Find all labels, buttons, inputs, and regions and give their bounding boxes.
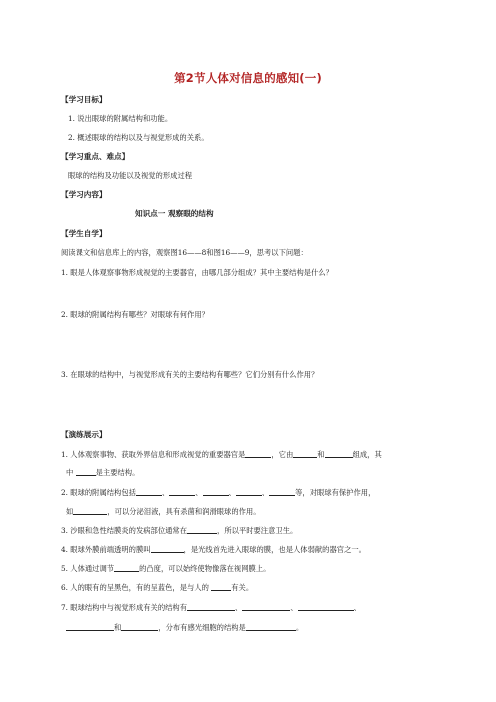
answer-blank[interactable]	[187, 525, 217, 534]
exercise-2: 2. 眼球的附属结构包括 、 、 、 、 等，对眼球有保护作用，	[61, 488, 376, 497]
content-heading: 【学习内容】	[61, 190, 107, 199]
question-2: 2. 眼球的附属结构有哪些？对眼球有何作用？	[61, 310, 209, 319]
question-3: 3. 在眼球的结构中，与视觉形成有关的主要结构有哪些？它们分别有什么作用？	[61, 370, 319, 379]
answer-blank[interactable]	[151, 544, 184, 553]
answer-blank[interactable]	[246, 622, 296, 631]
answer-blank[interactable]	[325, 449, 353, 458]
answer-blank[interactable]	[269, 487, 295, 496]
answer-blank[interactable]	[136, 487, 162, 496]
answer-blank[interactable]	[187, 602, 235, 611]
answer-blank[interactable]	[169, 487, 195, 496]
exercise-7: 7. 眼球结构中与视觉形成有关的结构有 、 、 、	[61, 603, 361, 612]
answer-blank[interactable]	[203, 487, 229, 496]
exercise-4: 4. 眼球外膜前端透明的膜叫 ，是光线首先进入眼球的膜，也是人体弱献的器官之一。	[61, 545, 366, 554]
answer-blank[interactable]	[121, 622, 158, 631]
exercise-1: 1. 人体观察事物、获取外界信息和形成视觉的重要器官是 ，它由 和 组成，其	[61, 450, 382, 459]
key-heading: 【学习重点、难点】	[61, 152, 130, 161]
answer-blank[interactable]	[242, 602, 290, 611]
goal-item-1: 1. 说出眼球的附属结构和功能。	[68, 114, 173, 123]
selfstudy-intro: 阅读课文和信息库上的内容，观察图16——8和图16——9，思考以下问题：	[61, 248, 308, 257]
exercise-6: 6. 人的眼有的呈黑色，有的呈蓝色，是与人的 有关。	[61, 583, 254, 592]
page-title: 第2节人体对信息的感知(一)	[174, 71, 322, 85]
answer-blank[interactable]	[66, 622, 114, 631]
answer-blank[interactable]	[114, 563, 139, 572]
answer-blank[interactable]	[245, 449, 271, 458]
answer-blank[interactable]	[298, 602, 354, 611]
answer-blank[interactable]	[293, 449, 317, 458]
exercise-2-cont: 如 ，可以分泌泪液，具有杀菌和润滑眼球的作用。	[66, 507, 261, 516]
exercise-5: 5. 人体通过调节 的凸度，可以始终使物像落在视网膜上。	[61, 564, 271, 573]
question-1: 1. 眼是人体观察事物形成视觉的主要器官，由哪几部分组成？其中主要结构是什么？	[61, 268, 333, 277]
answer-blank[interactable]	[236, 487, 262, 496]
practice-heading: 【演练展示】	[61, 430, 107, 439]
exercise-3: 3. 沙眼和急性结膜炎的发病部位通常在 ，所以平时要注意卫生。	[61, 526, 298, 535]
selfstudy-heading: 【学生自学】	[61, 229, 107, 238]
answer-blank[interactable]	[211, 582, 231, 591]
answer-blank[interactable]	[73, 506, 107, 515]
goals-heading: 【学习目标】	[61, 95, 107, 104]
exercise-7-cont: 和 ，分布有感光细胞的结构是 。	[66, 622, 303, 633]
exercise-1-cont: 中 是主要结构。	[66, 468, 140, 477]
knowledge-point: 知识点一 观察眼的结构	[135, 209, 214, 218]
key-text: 眼球的结构及功能以及视觉的形成过程	[68, 171, 193, 180]
answer-blank[interactable]	[76, 467, 96, 476]
goal-item-2: 2. 概述眼球的结构以及与视觉形成的关系。	[68, 133, 209, 142]
